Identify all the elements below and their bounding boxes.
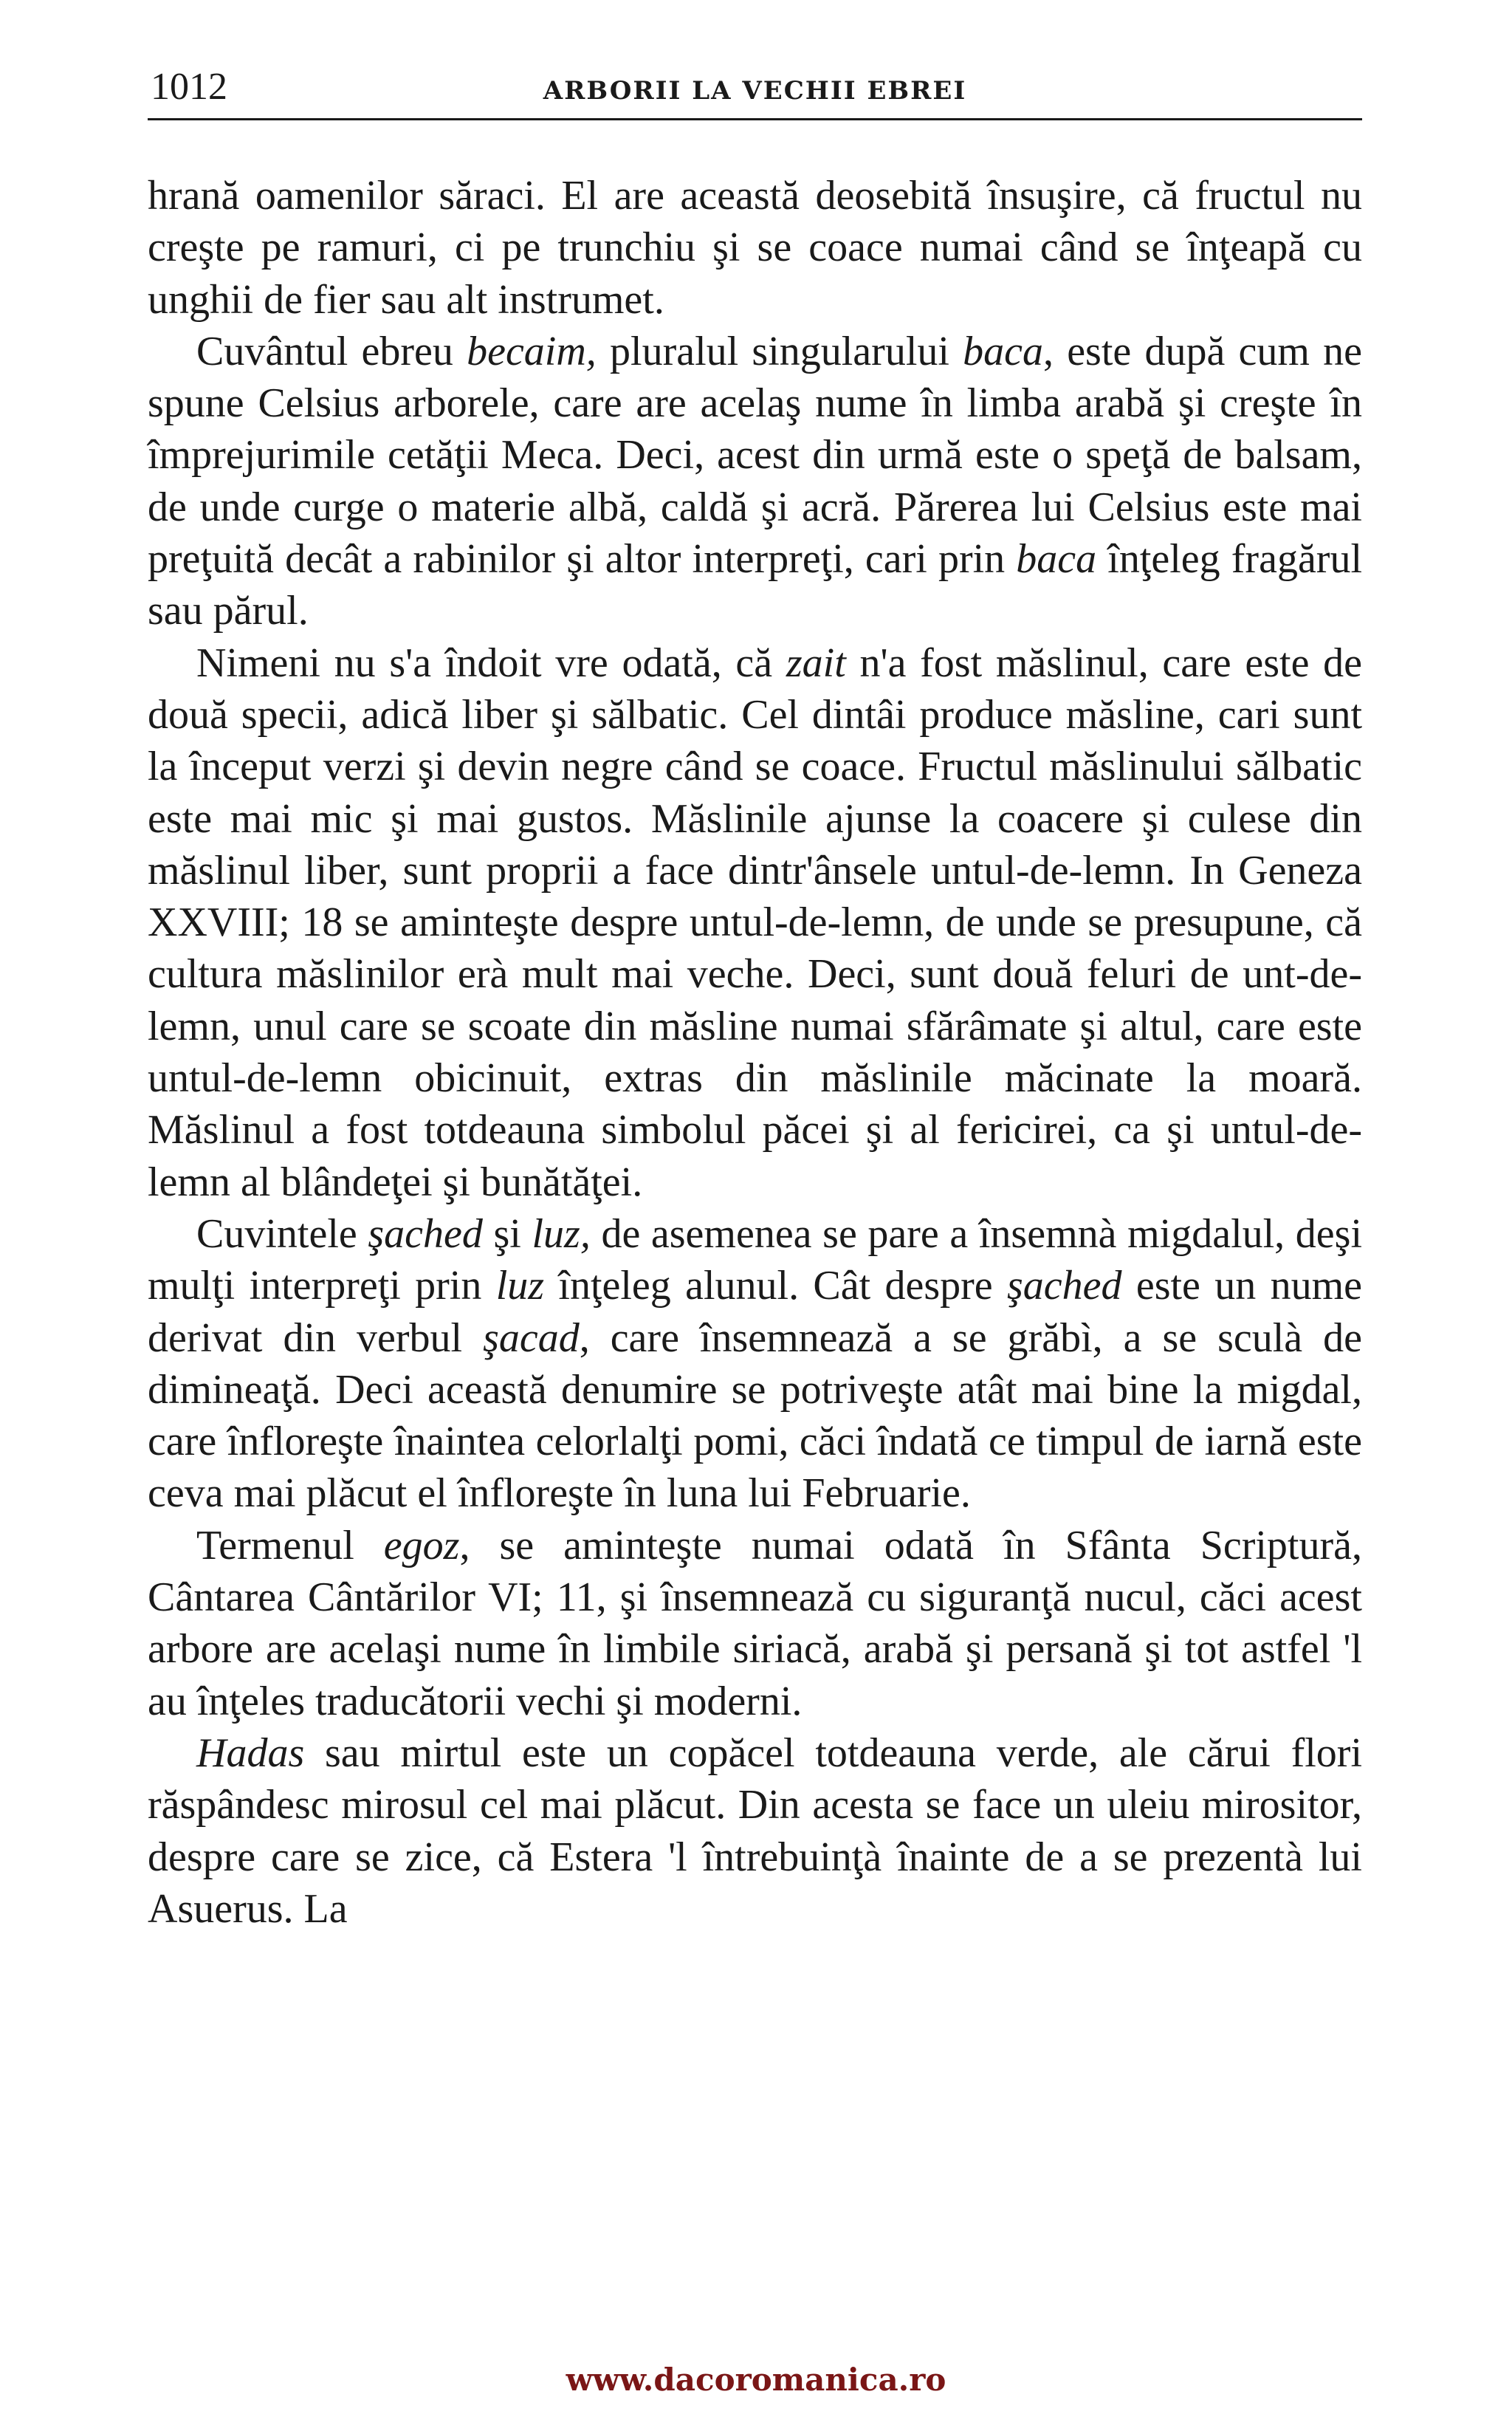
text-run: Termenul	[196, 1522, 384, 1568]
italic-term: luz	[495, 1263, 545, 1309]
body-text	[148, 170, 1362, 1935]
text-run: de asemenea se pare a însemnà migdalul, deşi mulţi interpreţi prin	[148, 1210, 1363, 1309]
watermark-link[interactable]: www.dacoromanica.ro	[566, 2362, 946, 2398]
paragraph	[148, 1208, 1362, 1520]
text-run: , se aminteşte numai odată în Sfânta Scriptură, Cântarea Cântărilor VI; 11, şi însemnează cu siguranţă nucul, căci acest arbore are acelaşi nume în limbile siriacă, arabă şi persană şi tot astfel 'l au înţeles traducătorii vechi şi moderni.	[148, 1522, 1362, 1724]
text-run: sau mirtul este un copăcel totdeauna verde, ale cărui flori răspândesc mirosul cel mai plăcut. Din acesta se face un uleiu mirositor, despre care se zice, că Estera 'l întrebuinţà înainte de a se prezentà lui Asuerus. La	[148, 1729, 1362, 1932]
paragraph	[148, 1727, 1362, 1935]
running-title: ARBORII LA VECHII EBREI	[543, 76, 967, 106]
italic-term: zait	[786, 640, 846, 686]
paragraph	[148, 326, 1362, 637]
italic-term: becaim,	[467, 328, 597, 374]
text-run: hrană oamenilor săraci. El are această deosebită însuşire, că fructul nu creşte pe ramuri, ci pe trunchiu şi se coace numai când se înţeapă cu unghii de fier sau alt instrumet.	[148, 173, 1362, 323]
text-run: înţeleg alunul. Cât despre	[544, 1263, 1007, 1309]
text-run: n'a fost măslinul, care este de două specii, adică liber şi sălbatic. Cel dintâi produce măsline, cari sunt la început verzi şi devin negre când se coace. Fructul măslinului sălbatic este mai mic şi mai gustos. Măslinile ajunse la coacere şi culese din măslinul liber, sunt proprii a face dintr'ânsele untul-de-lemn. In Geneza XXVIII; 18 se aminteşte despre untul-de-lemn, de unde se presupune, că cultura măslinilor erà mult mai veche. Deci, sunt două feluri de unt-de-lemn, unul care se scoate din măsline numai sfărâmate şi altul, care este untul-de-lemn obicinuit, extras din măslinile măcinate la moară. Măslinul a fost totdeauna simbolul păcei şi al fericirei, ca şi untul-de-lemn al blândeţei şi bunătăţei.	[148, 640, 1362, 1205]
page-footer	[0, 2362, 1512, 2398]
italic-term: baca	[1016, 536, 1097, 583]
text-run: Cuvântul ebreu	[196, 328, 467, 374]
italic-term: egoz	[383, 1522, 460, 1568]
paragraph	[148, 1520, 1362, 1727]
text-run: pluralul singularului	[596, 328, 963, 374]
text-run: Nimeni nu s'a îndoit vre odată, că	[196, 640, 786, 686]
text-run: Cuvintele	[196, 1210, 368, 1257]
paragraph	[148, 637, 1362, 1208]
text-run: , care însemnează a se grăbì, a se sculà de dimineaţă. Deci această denumire se potriveşte atât mai bine la migdal, care înfloreşte înaintea celorlalţi pomi, căci îndată ce timpul de iarnă este ceva mai plăcut el înfloreşte în luna lui Februarie.	[148, 1314, 1362, 1517]
italic-term: şacad	[483, 1314, 580, 1361]
text-run: este un nume derivat din verbul	[148, 1263, 1362, 1361]
text-run: înţeleg fragărul sau părul.	[148, 536, 1363, 634]
italic-term: şached	[1007, 1263, 1122, 1309]
text-run: şi	[482, 1210, 532, 1257]
page-header	[148, 65, 1362, 120]
page-number: 1012	[151, 66, 227, 108]
italic-term: şached	[368, 1210, 483, 1257]
text-run: , este după cum ne spune Celsius arborele, care are acelaş nume în limba arabă şi creşte în împrejurimile cetăţii Meca. Deci, acest din urmă este o speţă de balsam, de unde curge o materie albă, caldă şi acră. Părerea lui Celsius este mai preţuită decât a rabinilor şi altor interpreţi, cari prin	[148, 328, 1362, 583]
italic-term: Hadas	[196, 1729, 305, 1776]
paragraph	[148, 170, 1362, 326]
italic-term: baca	[963, 328, 1043, 374]
italic-term: luz,	[532, 1210, 591, 1257]
